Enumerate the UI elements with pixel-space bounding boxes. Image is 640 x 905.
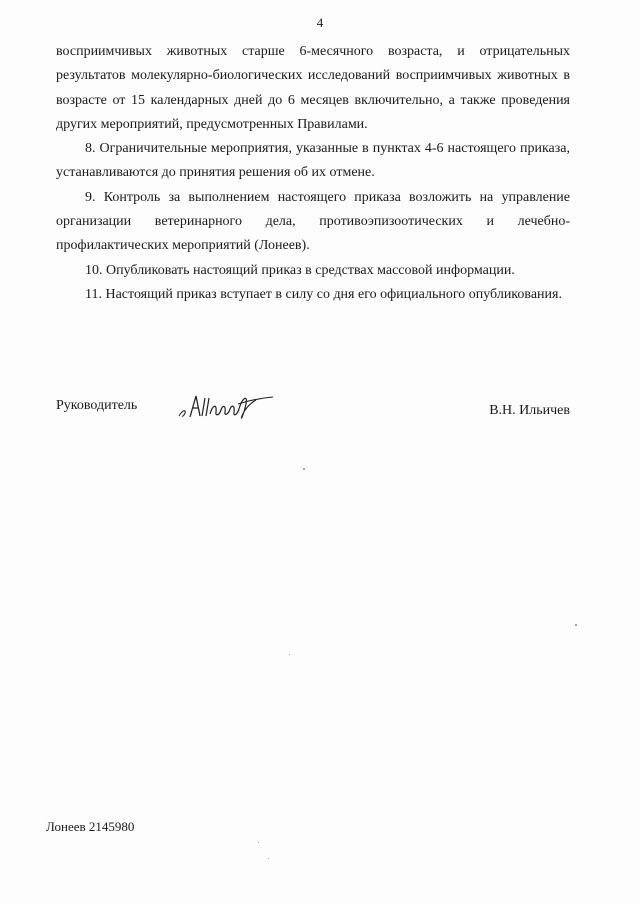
text-line: 9. Контроль за выполнением настоящего приказа возложить на <box>85 189 494 205</box>
text-line: 10. Опубликовать настоящий приказ в средствах массовой информации. <box>85 262 515 278</box>
document-body <box>56 40 570 307</box>
text-line: 11. Настоящий приказ вступает в силу со дня его официального <box>85 286 466 302</box>
text-line: лечебно-профилактических мероприятий (Лонеев). <box>56 214 570 254</box>
scan-speck <box>268 858 269 859</box>
scan-speck <box>289 654 290 655</box>
signatory-name: В.Н. Ильичев <box>489 403 570 418</box>
signature-block <box>56 386 570 426</box>
executor-contact: Лонеев 2145980 <box>46 819 135 834</box>
paragraph-item-11 <box>56 283 570 307</box>
text-line: животных в возрасте от 15 календарных дней до 6 месяцев включительно, а <box>56 68 571 108</box>
page-number: 4 <box>316 15 324 30</box>
text-line: опубликования. <box>468 286 562 302</box>
paragraph-continuation <box>56 40 570 137</box>
scan-speck <box>575 624 577 626</box>
signatory-title: Руководитель <box>56 398 138 413</box>
text-line: управление организации ветеринарного дела, противоэпизоотических и <box>56 189 571 230</box>
scan-speck <box>258 842 259 843</box>
text-line: также проведения других мероприятий, предусмотренных Правилами. <box>56 92 570 132</box>
text-line: 8. Ограничительные мероприятия, указанные в пунктах 4-6 настоящего <box>85 141 516 157</box>
paragraph-item-10 <box>56 259 570 283</box>
handwritten-signature <box>176 386 276 422</box>
text-line: результатов молекулярно-биологических исследований восприимчивых <box>56 68 492 84</box>
text-line: приказа, устанавливаются до принятия решения об их отмене. <box>56 141 571 181</box>
text-line: восприимчивых животных старше 6-месячного возраста, и отрицательных <box>56 44 570 59</box>
paragraph-item-9 <box>56 186 570 259</box>
scan-speck <box>303 468 305 470</box>
paragraph-item-8 <box>56 137 570 186</box>
